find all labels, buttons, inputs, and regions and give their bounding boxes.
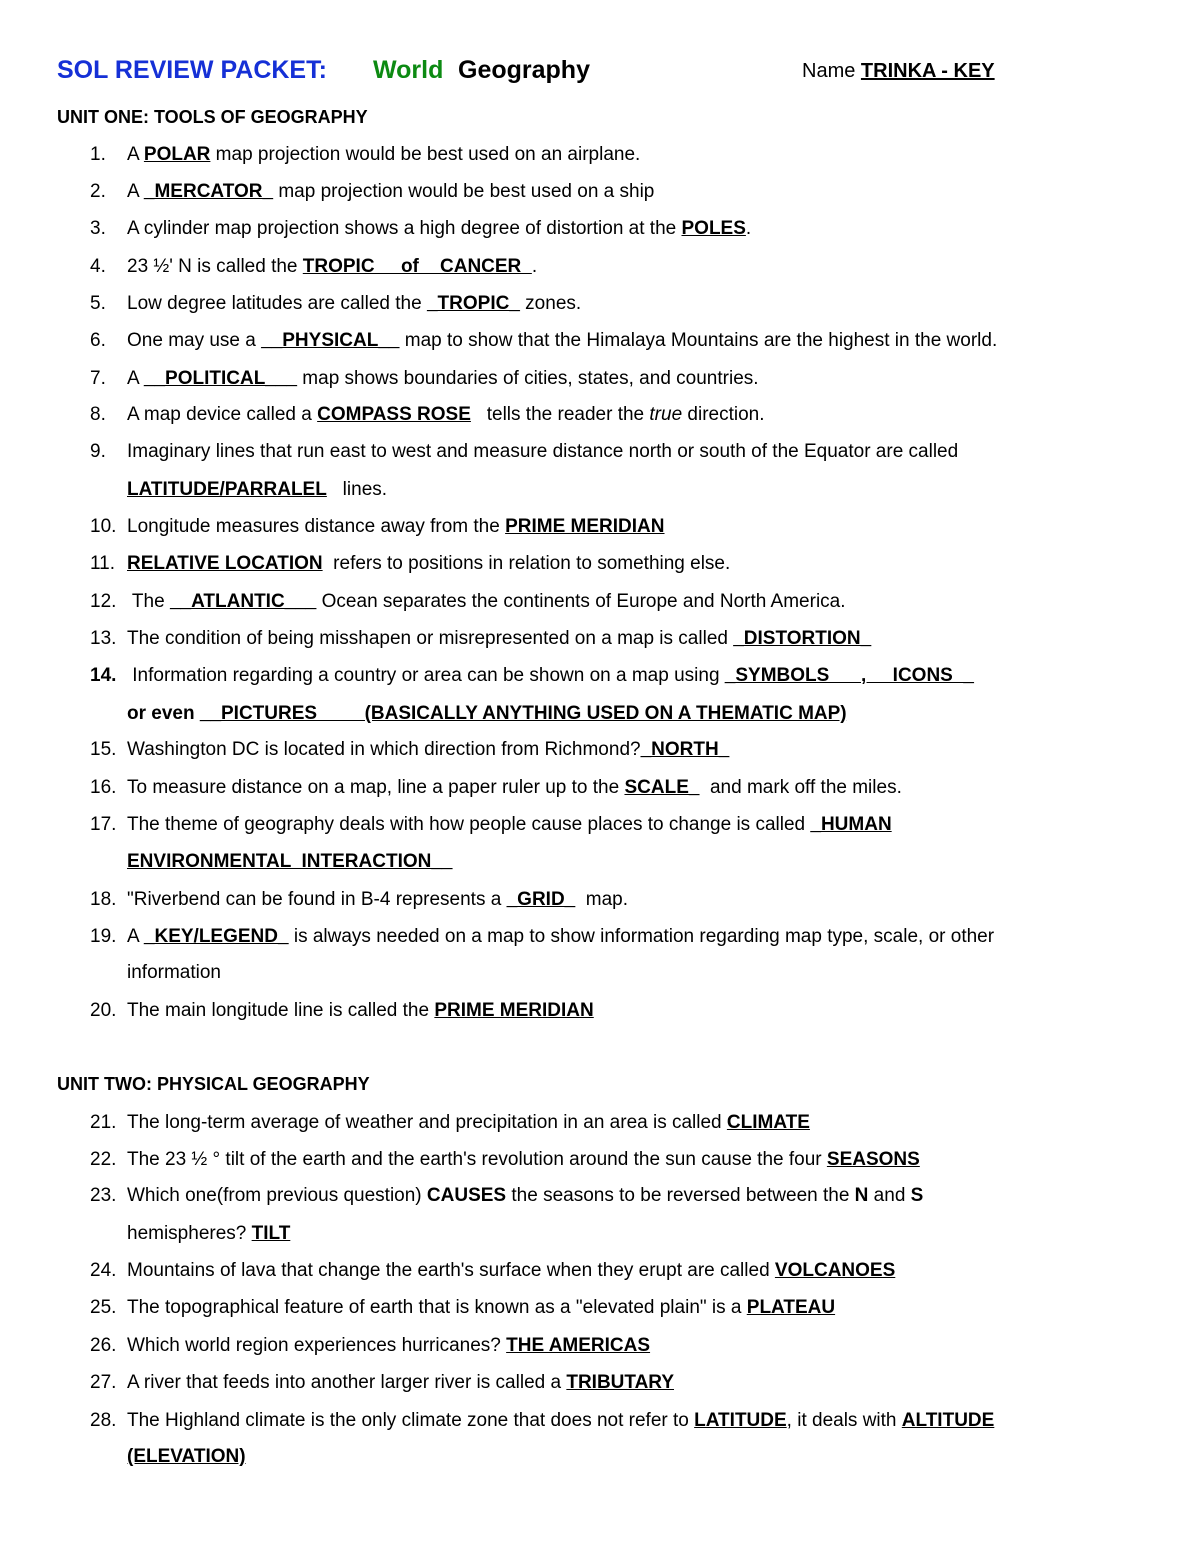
title-geography: Geography (458, 56, 590, 84)
document-header (57, 56, 1157, 92)
question-16: 16. To measure distance on a map, line a paper ruler up to the SCALE_ and mark off the miles. (90, 777, 902, 798)
answer-12: __ATLANTIC___ (169, 591, 317, 612)
answer-9: LATITUDE/PARRALEL (127, 479, 327, 500)
answer-5: _TROPIC_ (426, 293, 520, 314)
question-28-continued (127, 1446, 246, 1468)
question-2: 2. A _MERCATOR_ map projection would be best used on a ship (90, 181, 655, 202)
title-sol-review-packet: SOL REVIEW PACKET: (57, 56, 327, 84)
question-28: 28. The Highland climate is the only climate zone that does not refer to LATITUDE, it deals with ALTITUDE (90, 1410, 995, 1431)
question-8: 8. A map device called a COMPASS ROSE tells the reader the true direction. (90, 404, 765, 425)
answer-13: _DISTORTION_ (733, 628, 872, 649)
question-3: 3. A cylinder map projection shows a high degree of distortion at the POLES. (90, 218, 752, 239)
name-field (802, 60, 995, 83)
answer-2: _MERCATOR_ (143, 181, 274, 202)
unit-one-heading: UNIT ONE: TOOLS OF GEOGRAPHY (57, 107, 368, 127)
question-6: 6. One may use a __PHYSICAL__ map to show that the Himalaya Mountains are the highest in the world. (90, 330, 998, 351)
answer-10: PRIME MERIDIAN (505, 516, 665, 537)
question-15: 15. Washington DC is located in which direction from Richmond?_NORTH_ (90, 739, 730, 760)
question-12: 12. The __ATLANTIC___ Ocean separates the continents of Europe and North America. (90, 591, 846, 612)
question-25: 25. The topographical feature of earth that is known as a "elevated plain" is a PLATEAU (90, 1297, 836, 1318)
answer-22: SEASONS (826, 1149, 920, 1170)
question-20: 20. The main longitude line is called the PRIME MERIDIAN (90, 1000, 594, 1021)
answer-23: TILT (251, 1223, 291, 1244)
question-11: 11. RELATIVE LOCATION refers to positions in relation to something else. (90, 553, 731, 574)
question-17: 17. The theme of geography deals with how people cause places to change is called _HUMAN (90, 814, 892, 835)
answer-3: POLES (681, 218, 746, 239)
question-5: 5. Low degree latitudes are called the _TROPIC_ zones. (90, 293, 582, 314)
question-9-continued: LATITUDE/PARRALEL lines. (127, 479, 388, 500)
answer-24: VOLCANOES (774, 1260, 896, 1281)
question-17-continued (127, 851, 453, 873)
answer-14a: _SYMBOLS , ICONS _ (724, 665, 974, 686)
question-24: 24. Mountains of lava that change the earth's surface when they erupt are called VOLCANOES (90, 1260, 896, 1281)
question-19-continued: information (127, 962, 221, 983)
question-4: 4. 23 ½' N is called the TROPIC of CANCER . (90, 256, 538, 277)
answer-28c: (ELEVATION) (127, 1446, 246, 1467)
question-19: 19. A _KEY/LEGEND_ is always needed on a map to show information regarding map type, scale, or other (90, 926, 995, 947)
answer-25: PLATEAU (746, 1297, 836, 1318)
answer-17a: _HUMAN (810, 814, 892, 835)
question-26: 26. Which world region experiences hurricanes? THE AMERICAS (90, 1335, 651, 1356)
question-14: 14. Information regarding a country or area can be shown on a map using _SYMBOLS , ICONS _ (90, 665, 974, 686)
answer-8: COMPASS ROSE (317, 404, 471, 425)
question-1: 1. A POLAR map projection would be best used on an airplane. (90, 144, 641, 165)
answer-28b: ALTITUDE (901, 1410, 995, 1431)
question-23-continued: hemispheres? TILT (127, 1223, 291, 1244)
unit-two-heading: UNIT TWO: PHYSICAL GEOGRAPHY (57, 1074, 370, 1094)
answer-7: __POLITICAL___ (143, 368, 298, 389)
question-13: 13. The condition of being misshapen or misrepresented on a map is called _DISTORTION_ (90, 628, 872, 649)
answer-15: _NORTH_ (640, 739, 730, 760)
question-10: 10. Longitude measures distance away from the PRIME MERIDIAN (90, 516, 665, 537)
title-world: World (373, 56, 444, 84)
answer-19: _KEY/LEGEND_ (143, 926, 289, 947)
answer-16: SCALE_ (624, 777, 700, 798)
name-label: Name (802, 60, 856, 82)
answer-17b: ENVIRONMENTAL INTERACTION__ (127, 851, 453, 872)
question-14-continued: or even __PICTURES (BASICALLY ANYTHING USED ON A THEMATIC MAP) (127, 703, 847, 724)
question-23: 23. Which one(from previous question) CAUSES the seasons to be reversed between the N and S (90, 1185, 924, 1206)
question-9: 9. Imaginary lines that run east to west and measure distance north or south of the Equator are called (90, 441, 959, 462)
question-22: 22. The 23 ½ ° tilt of the earth and the earth's revolution around the sun cause the four SEASONS (90, 1149, 920, 1170)
answer-18: _GRID_ (506, 889, 576, 910)
question-27: 27. A river that feeds into another larger river is called a TRIBUTARY (90, 1372, 674, 1393)
question-21: 21. The long-term average of weather and precipitation in an area is called CLIMATE (90, 1112, 810, 1133)
name-value: TRINKA - KEY (860, 60, 995, 82)
answer-26: THE AMERICAS (506, 1335, 651, 1356)
question-7: 7. A __POLITICAL___ map shows boundaries of cities, states, and countries. (90, 368, 759, 389)
answer-27: TRIBUTARY (566, 1372, 674, 1393)
question-18: 18. "Riverbend can be found in B-4 represents a _GRID_ map. (90, 889, 629, 910)
answer-4: TROPIC of CANCER (302, 256, 532, 277)
answer-11: RELATIVE LOCATION (127, 553, 323, 574)
answer-21: CLIMATE (726, 1112, 810, 1133)
answer-28a: LATITUDE (694, 1410, 787, 1431)
answer-20: PRIME MERIDIAN (434, 1000, 594, 1021)
answer-14b: __PICTURES (BASICALLY ANYTHING USED ON A THEMATIC MAP) (199, 703, 847, 724)
answer-1: POLAR (143, 144, 211, 165)
answer-6: __PHYSICAL__ (261, 330, 400, 351)
